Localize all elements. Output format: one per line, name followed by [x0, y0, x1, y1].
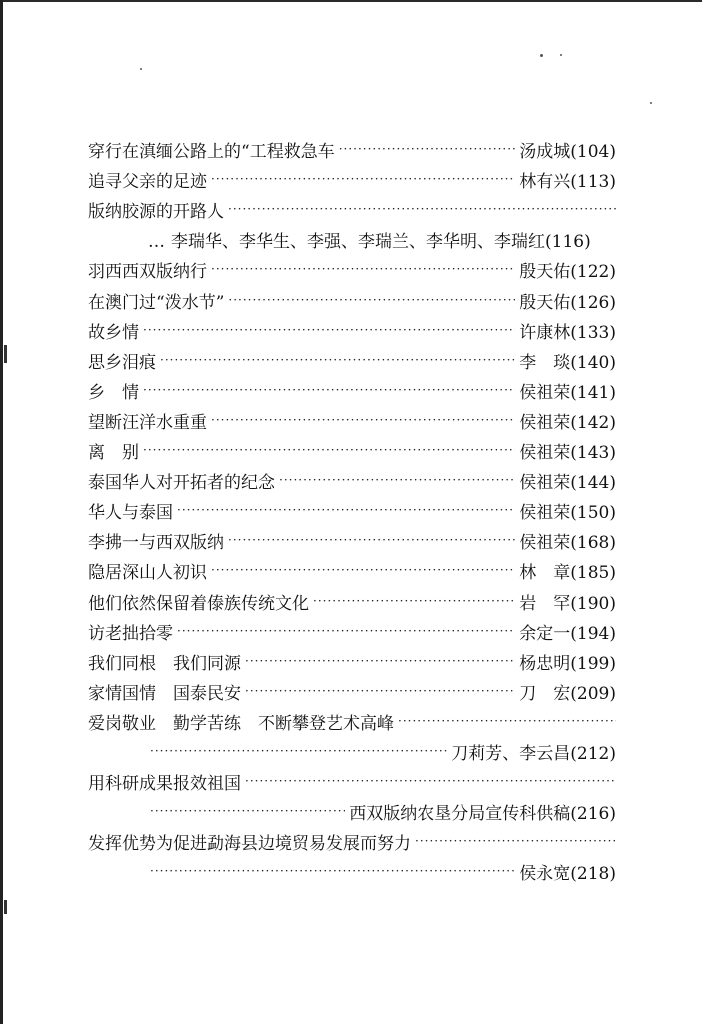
dot-leader: [245, 651, 515, 671]
entry-title: 李拂一与西双版纳: [88, 533, 224, 554]
entry-author-page: 侯祖荣(141): [519, 382, 616, 403]
entry-title: 追寻父亲的足迹: [88, 172, 207, 193]
toc-entry: [88, 343, 616, 373]
dot-leader: [245, 681, 515, 701]
dot-leader: [398, 711, 616, 731]
scan-speck: [540, 54, 543, 57]
entry-author-page: 汤成城(104): [519, 142, 616, 163]
scan-top-edge: [0, 0, 702, 12]
entry-author-page: 侯祖荣(150): [519, 503, 616, 524]
dot-leader: [245, 771, 616, 791]
entry-author-page: 侯祖荣(144): [519, 473, 616, 494]
entry-title: 在澳门过“泼水节”: [88, 292, 225, 313]
toc-entry: [88, 463, 616, 493]
dot-leader: [150, 741, 447, 761]
dot-leader: [150, 861, 515, 881]
entry-author-page: 余定一(194): [519, 623, 616, 644]
toc-entry-continuation: [88, 734, 616, 764]
entry-author-page: 殷天佑(126): [519, 292, 616, 313]
entry-title: 望断汪洋水重重: [88, 412, 207, 433]
entry-title: …: [148, 232, 165, 253]
entry-title: 爱岗敬业 勤学苦练 不断攀登艺术高峰: [88, 713, 394, 734]
entry-title: 我们同根 我们同源: [88, 653, 241, 674]
entry-title: 离 别: [88, 443, 139, 464]
toc-entry: [88, 824, 616, 854]
entry-title: 华人与泰国: [88, 503, 173, 524]
toc-entry: [88, 674, 616, 704]
dot-leader: [415, 831, 616, 851]
entry-author-page: 林 章(185): [519, 563, 616, 584]
entry-title: 羽西西双版纳行: [88, 262, 207, 283]
entry-author-page: 岩 罕(190): [519, 593, 616, 614]
entry-title: 访老拙拾零: [88, 623, 173, 644]
scan-speck: [650, 102, 652, 104]
entry-author-page: 杨忠明(199): [519, 653, 616, 674]
entry-title: 用科研成果报效祖国: [88, 774, 241, 795]
entry-author-page: 西双版纳农垦分局宣传科供稿(216): [349, 804, 616, 825]
toc-entry-continuation: [88, 854, 616, 884]
toc-entry: [88, 192, 616, 222]
dot-leader: [279, 470, 515, 490]
dot-leader: [339, 139, 516, 159]
toc-entry: [88, 433, 616, 463]
toc-entry: [88, 644, 616, 674]
dot-leader: [177, 500, 515, 520]
entry-title: 他们依然保留着傣族传统文化: [88, 593, 309, 614]
toc-entry: [88, 583, 616, 613]
dot-leader: [150, 801, 345, 821]
entry-author-page: 许康林(133): [519, 322, 616, 343]
entry-author-page: 殷天佑(122): [519, 262, 616, 283]
table-of-contents: [88, 132, 616, 884]
entry-author-page: 林有兴(113): [519, 172, 616, 193]
toc-entry: [88, 313, 616, 343]
toc-entry-continuation: [88, 794, 616, 824]
toc-entry: [88, 764, 616, 794]
dot-leader: [143, 320, 515, 340]
scan-left-edge: [0, 0, 3, 1024]
dot-leader: [160, 350, 515, 370]
entry-author-page: 侯祖荣(168): [519, 533, 616, 554]
entry-author-page: 李瑞华、李华生、李强、李瑞兰、李华明、李瑞红(116): [171, 232, 591, 253]
entry-author-page: 侯祖荣(143): [519, 443, 616, 464]
toc-entry: [88, 252, 616, 282]
toc-entry: [88, 403, 616, 433]
toc-entry: [88, 553, 616, 583]
entry-author-page: 李 琰(140): [519, 352, 616, 373]
entry-author-page: 侯祖荣(142): [519, 412, 616, 433]
scan-speck: [560, 54, 562, 56]
toc-entry: [88, 493, 616, 523]
toc-entry: [88, 704, 616, 734]
dot-leader: [313, 591, 515, 611]
dot-leader: [211, 410, 515, 430]
toc-entry: [88, 373, 616, 403]
entry-title: 乡 情: [88, 382, 139, 403]
dot-leader: [228, 290, 515, 310]
scan-edge-mark: [4, 345, 7, 363]
entry-title: 故乡情: [88, 322, 139, 343]
toc-entry: [88, 614, 616, 644]
toc-entry-continuation: [88, 222, 616, 252]
dot-leader: [211, 259, 515, 279]
toc-entry: [88, 162, 616, 192]
scan-speck: [140, 68, 142, 70]
toc-entry: [88, 132, 616, 162]
entry-title: 泰国华人对开拓者的纪念: [88, 473, 275, 494]
scan-edge-mark: [4, 900, 7, 914]
entry-title: 穿行在滇缅公路上的“工程救急车: [88, 142, 335, 163]
entry-author-page: 侯永宽(218): [519, 864, 616, 885]
dot-leader: [211, 560, 515, 580]
entry-title: 家情国情 国泰民安: [88, 683, 241, 704]
entry-title: 发挥优势为促进勐海县边境贸易发展而努力: [88, 834, 411, 855]
toc-entry: [88, 282, 616, 312]
entry-title: 思乡泪痕: [88, 352, 156, 373]
dot-leader: [228, 530, 515, 550]
dot-leader: [143, 440, 515, 460]
dot-leader: [143, 380, 515, 400]
toc-entry: [88, 523, 616, 553]
entry-title: 隐居深山人初识: [88, 563, 207, 584]
dot-leader: [211, 169, 515, 189]
entry-author-page: 刀莉芳、李云昌(212): [451, 743, 616, 764]
dot-leader: [177, 621, 515, 641]
entry-author-page: 刀 宏(209): [519, 683, 616, 704]
dot-leader: [228, 199, 616, 219]
entry-title: 版纳胶源的开路人: [88, 202, 224, 223]
